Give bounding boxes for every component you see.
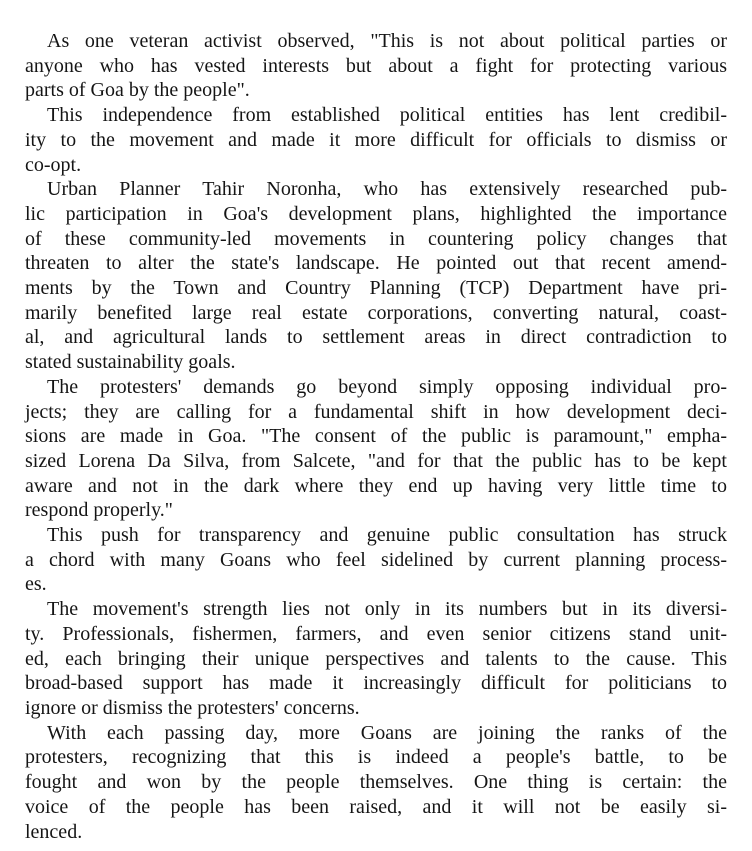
text-line: co-opt. xyxy=(25,153,82,176)
text-line: lenced. xyxy=(25,820,83,843)
text-line: broad-based support has made it increasingly difficult for politicians to xyxy=(25,672,727,695)
text-line: of these community-led movements in countering policy changes that xyxy=(25,227,727,250)
text-line: ity to the movement and made it more difficult for officials to dismiss or xyxy=(25,128,727,151)
text-line: fought and won by the people themselves. One thing is certain: the xyxy=(25,771,727,794)
text-line: sized Lorena Da Silva, from Salcete, "and for that the public has to be kept xyxy=(25,449,727,472)
paragraph xyxy=(25,177,727,375)
paragraph xyxy=(25,375,727,523)
paragraph xyxy=(25,103,727,177)
paragraph xyxy=(25,721,727,845)
text-line: ed, each bringing their unique perspectives and talents to the cause. This xyxy=(25,647,727,670)
text-line: lic participation in Goa's development plans, highlighted the importance xyxy=(25,202,727,225)
text-line: parts of Goa by the people". xyxy=(25,79,250,102)
text-body xyxy=(25,29,727,844)
text-line: stated sustainability goals. xyxy=(25,351,236,374)
text-line: This push for transparency and genuine public consultation has struck xyxy=(47,524,727,547)
text-line: As one veteran activist observed, "This is not about political parties or xyxy=(47,30,727,52)
text-line: This independence from established political entities has lent credibil- xyxy=(47,104,727,127)
text-line: The movement's strength lies not only in its numbers but in its diversi- xyxy=(47,598,727,621)
paragraph xyxy=(25,597,727,721)
text-line: marily benefited large real estate corporations, converting natural, coast- xyxy=(25,301,727,324)
text-line: threaten to alter the state's landscape. He pointed out that recent amend- xyxy=(25,252,727,275)
text-line: The protesters' demands go beyond simply opposing individual pro- xyxy=(47,375,727,398)
text-line: voice of the people has been raised, and it will not be easily si- xyxy=(25,795,727,818)
paragraph xyxy=(25,29,727,103)
text-line: protesters, recognizing that this is indeed a people's battle, to be xyxy=(25,746,727,769)
text-line: ignore or dismiss the protesters' concerns. xyxy=(25,696,360,719)
paragraph xyxy=(25,523,727,597)
text-line: ty. Professionals, fishermen, farmers, and even senior citizens stand unit- xyxy=(25,622,727,645)
text-line: es. xyxy=(25,573,47,596)
text-line: respond properly." xyxy=(25,499,173,522)
text-line: ments by the Town and Country Planning (TCP) Department have pri- xyxy=(25,277,727,300)
text-line: With each passing day, more Goans are joining the ranks of the xyxy=(47,721,727,744)
text-line: al, and agricultural lands to settlement areas in direct contradiction to xyxy=(25,326,727,349)
text-line: anyone who has vested interests but about a fight for protecting various xyxy=(25,54,727,77)
text-line: a chord with many Goans who feel sidelined by current planning process- xyxy=(25,548,727,571)
text-line: sions are made in Goa. "The consent of the public is paramount," empha- xyxy=(25,425,727,448)
text-line: jects; they are calling for a fundamental shift in how development deci- xyxy=(25,400,727,423)
text-line: Urban Planner Tahir Noronha, who has extensively researched pub- xyxy=(47,178,727,201)
text-line: aware and not in the dark where they end up having very little time to xyxy=(25,474,727,497)
